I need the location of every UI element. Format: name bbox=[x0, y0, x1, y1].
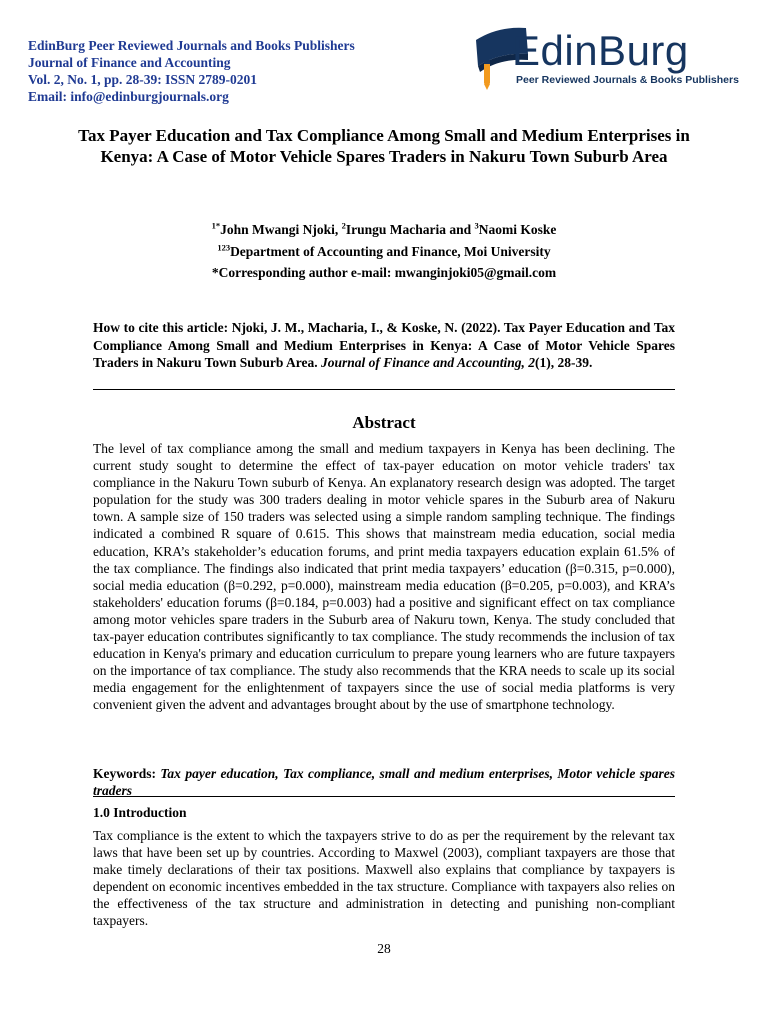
journal-email: Email: info@edinburgjournals.org bbox=[28, 89, 229, 104]
page-number: 28 bbox=[377, 941, 391, 956]
author-3-name: Naomi Koske bbox=[478, 222, 557, 237]
journal-name: Journal of Finance and Accounting bbox=[28, 55, 231, 70]
keywords-label: Keywords: bbox=[93, 766, 161, 781]
author-block bbox=[60, 219, 708, 284]
divider bbox=[93, 796, 675, 797]
abstract-body: The level of tax compliance among the small and medium taxpayers in Kenya has been declining. The current study sought to determine the effect of tax-payer education on motor vehicle traders' tax compliance in the Nakuru Town suburb of Kenya. An explanatory research design was adopted. The target population for the study was 300 traders dealing in motor vehicle spares in the Suburb area of Nakuru town. A sample size of 150 traders was selected using a simple random sampling technique. The findings indicated a combined R square of 0.615. This shows that mainstream media education, social media education, KRA’s stakeholder’s education forums, and print media taxpayers education explain 61.5% of the tax compliance. The findings also indicated that print media taxpayers’ education (β=0.315, p=0.000), social media education (β=0.292, p=0.000), mainstream media education (β=0.205, p=0.003), and KRA’s stakeholders' education forums (β=0.184, p=0.003) had a positive and significant effect on tax compliance among motor vehicles spare traders in the Suburb area of Nakuru town, Kenya. The study concluded that tax-payer education contributes significantly to tax compliance. The study recommends the inclusion of tax education in Kenya's primary and education curriculum to prepare young learners who are future taxpayers on the importance of tax compliance. The study also recommends that the KRA needs to scale up its social media engagement for the enlightenment of taxpayers since the use of social media platforms is very convenient given the advent and advantages brought about by the use of smartphone technology. bbox=[93, 441, 675, 713]
author-1-mark: 1* bbox=[211, 220, 221, 231]
citation-issue: (1), 28-39. bbox=[535, 355, 593, 370]
citation-journal: Journal of Finance and Accounting, 2 bbox=[320, 355, 535, 370]
citation-block bbox=[93, 319, 675, 372]
corresponding-author: *Corresponding author e-mail: mwanginjoki05@gmail.com bbox=[211, 265, 557, 280]
author-2-name: Irungu Macharia and bbox=[345, 222, 475, 237]
introduction-body: Tax compliance is the extent to which the taxpayers strive to do as per the requirement by the relevant tax laws that have been set up by countries. According to Maxwel (2003), compliant taxpayers are those that make timely declarations of their tax positions. Maxwell also explains that compliance by taxpayers is dependent on economic incentives embedded in the tax structure. Compliance with taxpayers also relies on the effectiveness of the tax structure and administration in detecting and punishing non-compliant taxpayers. bbox=[93, 828, 675, 929]
divider bbox=[93, 389, 675, 390]
publisher-logo bbox=[470, 14, 750, 94]
affiliation-line bbox=[60, 241, 708, 263]
citation-text: How to cite this article: Njoki, J. M., Macharia, I., & Koske, N. (2022). Tax Payer Education and Tax Compliance Among Small and Medium Enterprises in Kenya: A Case of Motor Vehicle Spares Traders in Nakuru Town Suburb Area. bbox=[93, 320, 675, 370]
logo-wordmark: EdinBurg bbox=[512, 27, 689, 74]
paper-title: Tax Payer Education and Tax Compliance Among Small and Medium Enterprises in Kenya: A Case of Motor Vehicle Spares Traders in Nakuru Town Suburb Area bbox=[78, 126, 690, 166]
author-line bbox=[60, 219, 708, 241]
keywords-text: Tax payer education, Tax compliance, small and medium enterprises, Motor vehicle spares traders bbox=[93, 766, 675, 798]
author-1-name: John Mwangi Njoki, bbox=[220, 222, 342, 237]
journal-header bbox=[28, 37, 448, 105]
volume-info: Vol. 2, No. 1, pp. 28-39: ISSN 2789-0201 bbox=[28, 72, 258, 87]
author-3-mark: 3 bbox=[474, 220, 479, 231]
affiliation-mark: 123 bbox=[217, 242, 231, 252]
affiliation: Department of Accounting and Finance, Moi University bbox=[230, 243, 551, 259]
section-heading: 1.0 Introduction bbox=[93, 805, 187, 820]
author-2-mark: 2 bbox=[341, 220, 346, 231]
abstract-heading: Abstract bbox=[352, 413, 416, 432]
logo-tagline: Peer Reviewed Journals & Books Publishers bbox=[516, 74, 739, 86]
keywords bbox=[93, 765, 675, 799]
publisher-name: EdinBurg Peer Reviewed Journals and Books Publishers bbox=[28, 38, 355, 53]
